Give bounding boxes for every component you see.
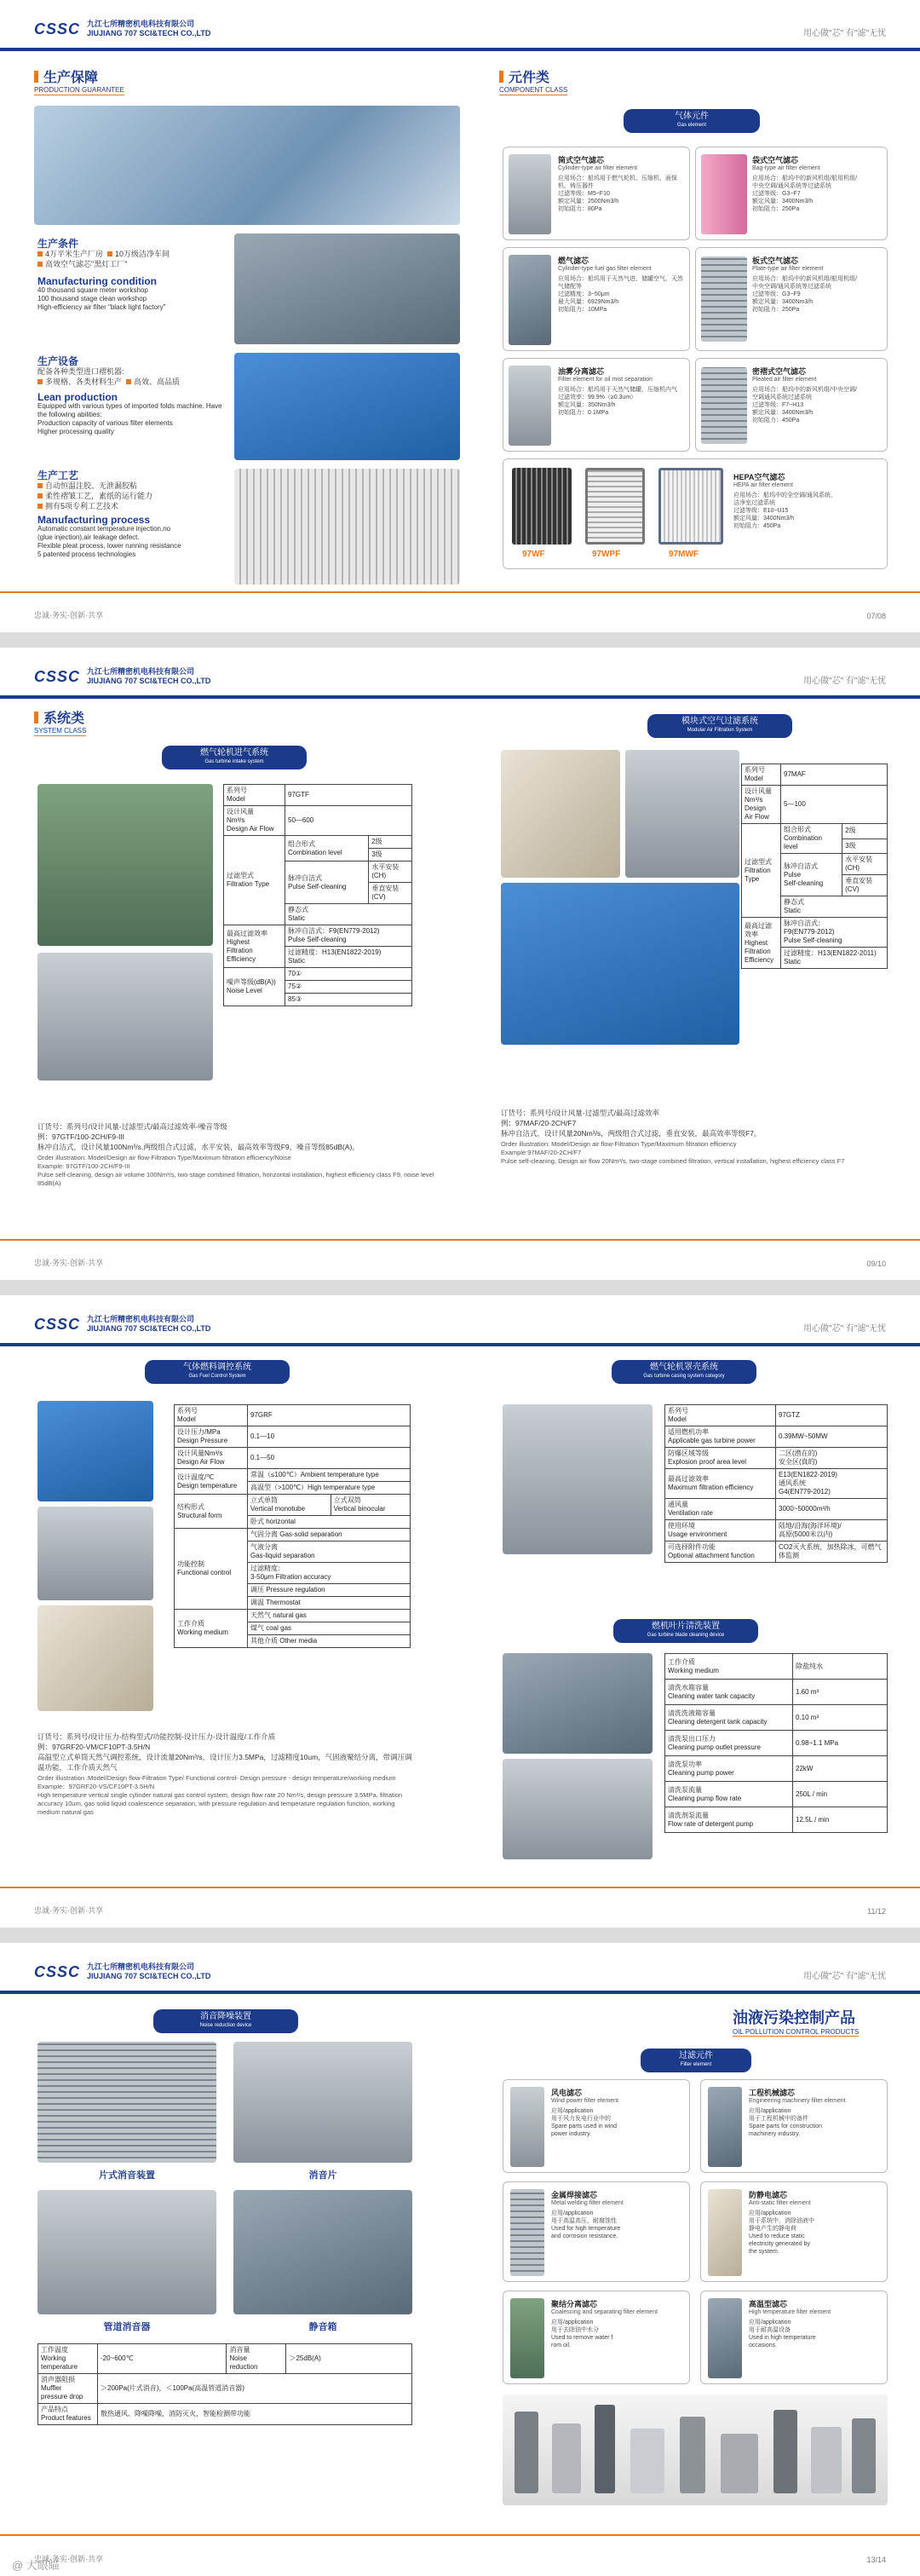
oil-filters-lineup-photo <box>503 2394 888 2505</box>
cleaning-device-photo-1 <box>503 1653 653 1754</box>
slogan: 用心做"芯" 有"滤"无忧 <box>803 677 886 686</box>
caption-silent-box: 静音箱 <box>308 2322 337 2332</box>
pleated-media-photo <box>234 469 460 585</box>
page-number: 13/14 <box>866 2556 886 2564</box>
page-noise-oil <box>0 1943 920 2576</box>
caption-plate-silencer: 片式消音装置 <box>99 2170 155 2181</box>
silencer-panel-photo <box>233 2042 412 2163</box>
page-fuel-control <box>0 1295 920 1928</box>
card-hepa-air-filter: 97WF 97WPF 97MWF HEPA空气滤芯 HEPA air filter element 应用场合：船坞中的全空调/通风系统， 洁净室过滤系统 过滤等级：E10~U15 额定风量：3400Nm3/h 初始阻力：450Pa <box>503 458 888 569</box>
pill-gas-turbine-intake: 燃气轮机进气系统 Gas turbine intake system <box>162 746 307 769</box>
slogan: 用心做"芯" 有"滤"无忧 <box>803 1324 886 1334</box>
card-high-temp-filter: 高温型滤芯 High temperature filter element 应用/application 用于耐高温设备 Used in high temperature occasions. <box>700 2291 888 2384</box>
cssc-logo: CSSC <box>34 667 81 685</box>
page-number: 11/12 <box>867 1907 886 1916</box>
card-metal-welding-filter: 金属焊接滤芯 Metal welding filter element 应用/application 用于高温高压，耐腐蚀性 Used for high temperature and corrosion resistance. <box>503 2181 690 2282</box>
pipe-silencer-photo <box>37 2190 216 2314</box>
watermark: @ 大眼瞄 <box>12 2559 60 2572</box>
footer-motto: 忠诚·务实·创新·共享 <box>34 2555 103 2563</box>
fuel-system-photo-3 <box>37 1605 153 1711</box>
card-bag-air-filter: 袋式空气滤芯 Bag-type air filter element 应用场合：船坞中的新风机组/船用机组/ 中央空调/通风系统等过滤系统 过滤等级：G3~F7 额定风量：3400Nm3/h 初始阻力：250Pa <box>695 147 888 240</box>
pill-filter-element: 过滤元件 Filter element <box>641 2049 751 2072</box>
page-production <box>0 0 920 632</box>
brand-header: CSSC 九江七所精密机电科技有限公司 JIUJIANG 707 SCI&TECH CO.,LTD <box>34 1962 211 1980</box>
fuel-control-table: 系列号 Model 97GRF 设计压力/MPa Design Pressure 0.1—10 设计风量Nm³/s Design Air Flow 0.1—50 设计温度/℃ Design temperature 常温（≤100℃）Ambient temperature type 高温型（>100℃）High temperature type 结构形式 Structural form 立式单筒 Vertical monotube 立式双筒 Vertical binocular 卧式 horizontal 功能控制 Functional control 气固分离 Gas-solid separation 气液分离 Gas-liquid separation 过滤精度： 3-50μm Filtration accuracy 调压 Pressure regulation 调温 Thermostat 工作介质 Working medium 天然气 natural gas 煤气 coal gas 其他介质 Other media <box>174 1404 411 1648</box>
brand-header: CSSC 九江七所精密机电科技有限公司 JIUJIANG 707 SCI&TECH CO.,LTD <box>34 20 211 37</box>
card-anti-static-filter: 防静电滤芯 Anti-static filter element 应用/application 用于系统中，消除油液中 静电产生的静电荷 Used to reduce static electricity generated by the system. <box>700 2181 888 2282</box>
intake-system-photo-2 <box>37 953 213 1081</box>
footer-motto: 忠诚·务实·创新·共享 <box>34 1906 103 1915</box>
section-title-production: 生产保障 PRODUCTION GUARANTEE <box>34 71 124 94</box>
modular-photo-2 <box>625 750 739 878</box>
cleaning-device-photo-2 <box>503 1759 653 1859</box>
brand-header: CSSC 九江七所精密机电科技有限公司 JIUJIANG 707 SCI&TECH CO.,LTD <box>34 667 211 685</box>
pill-casing-system: 燃气轮机罩壳系统 Gas turbine casing system category <box>612 1360 756 1384</box>
pill-blade-cleaning: 燃机叶片清洗装置 Gas turbine blade cleaning device <box>613 1619 758 1643</box>
pill-noise-reduction: 消音降噪装置 Noise reduction device <box>153 2009 298 2033</box>
page-number: 07/08 <box>866 612 886 620</box>
slogan: 用心做"芯" 有"滤"无忧 <box>803 1972 886 1981</box>
card-pleated-air-filter: 密褶式空气滤芯 Pleated air filter element 应用场合：船坞中的新风机组/中央空调/ 空调通风系统过滤系统 过滤等级：F7~H13 额定风量：3400Nm3/h 初始阻力：450Pa <box>695 358 888 452</box>
card-plate-air-filter: 板式空气滤芯 Plate-type air filter element 应用场合：船坞中的新风机组/船用机组/ 中央空调/通风系统等过滤系统 过滤等级：G3~F9 额定风量：3400Nm3/h 初始阻力：250Pa <box>695 247 888 351</box>
intake-system-photo-1 <box>37 784 213 946</box>
caption-pipe-silencer: 管道消音器 <box>103 2322 151 2332</box>
footer-motto: 忠诚·务实·创新·共享 <box>34 1259 103 1267</box>
card-oil-mist-filter: 油雾分离滤芯 Filter element for oil mist separation 应用场合：船坞用于天然气储罐、压缩机内气 过滤效率：99.9%（≥0.3um） 额定风量：350Nm3/h 初始阻力：0.1MPa <box>503 358 690 452</box>
modular-photo-1 <box>501 750 620 878</box>
noise-spec-table: 工作温度 Working temperature -20~600℃ 消音量 Noise reduction ＞25dB(A) 消声器阻损 Muffler pressure drop ＞200Pa(片式消音)，＜100Pa(高温管道消音器) 产品特点 Product features 散热通风、降噪降噪、消防灭火，智能检测带功能 <box>37 2343 412 2425</box>
pill-gas-fuel-control: 气体燃料调控系统 Gas Fuel Control System <box>145 1360 290 1384</box>
intake-spec-table: 系列号 Model 97GTF 设计风量 Nm³/s Design Air Flow 50—600 过滤型式 Filtration Type 组合形式 Combination level 2级 3级 脉冲自洁式 Pulse Self-cleaning 水平安装 (CH) 垂直安装 (CV) 静态式 Static 最高过滤效率 Highest Filtration Efficiency 脉冲自洁式：F9(EN779-2012) Pulse Self-cleaning 过滤精度：H13(EN1822-2019) Static 噪声等级(dB(A)) Noise Level 70① 75② 85③ <box>223 784 412 1006</box>
cssc-logo: CSSC <box>34 1315 81 1333</box>
plate-silencer-photo <box>37 2042 216 2163</box>
pill-gas-element: 气体元件 Gas element <box>624 109 760 133</box>
equipment-photo <box>234 353 460 460</box>
clean-room-photo <box>34 106 460 225</box>
cssc-logo: CSSC <box>34 20 81 37</box>
section-title-system: 系统类 SYSTEM CLASS <box>34 712 87 735</box>
modular-order-info: 订货号：系列号/设计风量-过滤型式/最高过滤效率 例：97MAF/20-2CH/F7 脉冲自洁式，设计风量20Nm³/s，两级组合式过滤，垂直安装，最高效率等级F7。 Order illustration: Model/Design air flow-Filtration Type/Maximum filtration efficiency Example:97MAF/20-2CH/F7 Pulse self-cleaning, Design air flow 20Nm³/s, two-stage combined filtration, vertical installation, highest efficiency class F7 <box>501 1109 845 1165</box>
card-coalescing-filter: 聚结分离滤芯 Coalescing and separating filter element 应用/application 用于去除油中水分 Used to remove water f rom oil. <box>503 2291 690 2384</box>
modular-spec-table: 系列号 Model 97MAF 设计风量 Nm³/s Design Air Flow 5—100 过滤型式 Filtration Type 组合形式 Combination level 2级 3级 脉冲自洁式 Pulse Self-cleaning 水平安装 (CH) 垂直安装 (CV) 静态式 Static 最高过滤效率 Highest Filtration Efficiency 脉冲自洁式： F9(EN779-2012) Pulse Self-cleaning 过滤精度：H13(EN1822-2011) Static <box>741 764 888 969</box>
pill-modular-filtration: 模块式空气过滤系统 Modular Air Filtration System <box>647 714 792 738</box>
fuel-system-photo-1 <box>37 1401 153 1501</box>
casing-photo <box>503 1404 653 1554</box>
workshop-photo <box>234 233 460 344</box>
lean-production: 生产设备 配备各种类型进口褶机器: 多规格、各类材料生产 高效、高品质 Lean production Equipped with various types of imported folds machine. Have the following abilities: Production capacity of various filter elements Higher processing quality <box>37 355 222 435</box>
fuel-system-photo-2 <box>37 1507 153 1600</box>
modular-photo-3 <box>501 883 739 1045</box>
page-system-class <box>0 648 920 1280</box>
manufacturing-process: 生产工艺 自动恒温注胶、无泄漏胶粘 柔性褶皱工艺，素纸的运行能力 拥有5项专利工艺技术 Manufacturing process Automatic constant temperature injection,no (glue injection),air leakage defect. Flexible pleat process, lower running resistance 5 patented process technologies <box>37 470 181 558</box>
brand-header: CSSC 九江七所精密机电科技有限公司 JIUJIANG 707 SCI&TECH CO.,LTD <box>34 1315 211 1333</box>
page-number: 09/10 <box>866 1259 886 1268</box>
silent-box-photo <box>233 2190 412 2314</box>
card-fuel-gas-filter: 燃气滤芯 Cylinder-type fuel gas filter element 应用场合：船坞用于天然气进、储罐空气、天然气储配等 过滤精度：3~50μm 最大风量：6929Nm3/h 初始阻力：10MPa <box>503 247 690 351</box>
fuel-order-info: 订货号：系列号/设计压力-结构型式/功能控制-设计压力-设计温度/工作介质 例：97GRF20-VM/CF10PT-3.5H/N 高温型立式单筒天然气调控系统，设计流量20Nm³/s，设计压力3.5MPa，过滤精度10um，气固液聚结分离，带调压调温功能，工作介质天然气 Order illustration :Model/Design flow-Filtration Type/ Functional control- Design pressure - design temperature/working medium Example：97GRF20-VS/CF10PT-3.5H/N High temperature vertical single cylinder natural gas control system, design flow rate 20 Nm³/s, design pressure 3.5MPa, filtration accuracy 10um, gas solid liquid coalescence separation, with pressure regulation and temperature regulation function, working medium natural gas <box>37 1732 412 1816</box>
casing-spec-table: 系列号 Model 97GTZ 适用燃机功率 Applicable gas turbine power 0.39MW~50MW 防爆区域等级 Explosion proof area level 二区(潜在的) 安全区(真的) 最高过滤效率 Maximum filtration efficiency E13(EN1822-2019) 通风系统 G4(EN779-2012) 通风量 Ventilation rate 3000~50000m³/h 使用环境 Usage environment 陆地/沿海(海洋环境)/ 高原(5000米以内) 可选择附件功能 Optional attachment function CO2灭火系统，加热除冰，可燃气体监测 <box>664 1404 888 1563</box>
card-cylinder-air-filter: 筒式空气滤芯 Cylinder-type air filter element 应用场合：船坞用于燃气轮机、压缩机、面保机、铸压器件 过滤等级：M5~F10 额定风量：2500Nm3/h 初始阻力：80Pa <box>503 147 690 240</box>
oil-pollution-title: 油液污染控制产品 OIL POLLUTION CONTROL PRODUCTS <box>733 2009 860 2036</box>
card-engineering-filter: 工程机械滤芯 Engineering machinery filter element 应用/application 用于工程机械中的备件 Spare parts for construction machinery industry. <box>700 2079 888 2173</box>
manufacturing-condition: 生产条件 4万平米生产厂房 10万级洁净车间 高效空气滤芯"黑灯工厂" Manufacturing condition 40 thousand square meter workshop 100 thousand stage clean workshop High-efficiency air filter "black light factory" <box>37 238 170 311</box>
footer-motto: 忠诚·务实·创新·共享 <box>34 611 103 620</box>
cssc-logo: CSSC <box>34 1962 81 1980</box>
cleaning-spec-table: 工作介质 Working medium 除盐纯水 清洗水箱容量 Cleaning water tank capacity 1.60 m³ 清洗洗液箱容量 Cleaning detergent tank capacity 0.10 m³ 清洗泵出口压力 Cleaning pump outlet pressure 0.98~1.1 MPa 清洗泵功率 Cleaning pump power 22kW 清洗泵流量 Cleaning pump flow rate 250L / min 清洗剂泵流量 Flow rate of detergent pump 12.5L / min <box>664 1653 888 1833</box>
slogan: 用心做"芯" 有"滤"无忧 <box>803 29 886 38</box>
intake-order-info: 订货号：系列号/设计风量-过滤型式/最高过滤效率-噪音等级 例：97GTF/100-2CH/F9-III 脉冲自洁式，设计风量100Nm³/s,两级组合式过滤，水平安装，最高效率等级F9，噪音等级85dB(A)。 Order illustration: Model/Design air flow-Filtration Type/Maximum filtration efficiency/Noise Example: 97GTF/100-2CH/F9-III Pulse self-cleaning, design air volume 100Nm³/s, two-stage combined filtration, horizontal installation, highest efficiency class F9, noise level 85dB(A) <box>37 1122 434 1187</box>
caption-silencer-panel: 消音片 <box>308 2170 337 2181</box>
section-title-component: 元件类 COMPONENT CLASS <box>499 71 568 94</box>
card-wind-power-filter: 风电滤芯 Wind power filter element 应用/application 用于风力发电行业中的 Spare parts used in wind power industry. <box>503 2079 690 2173</box>
